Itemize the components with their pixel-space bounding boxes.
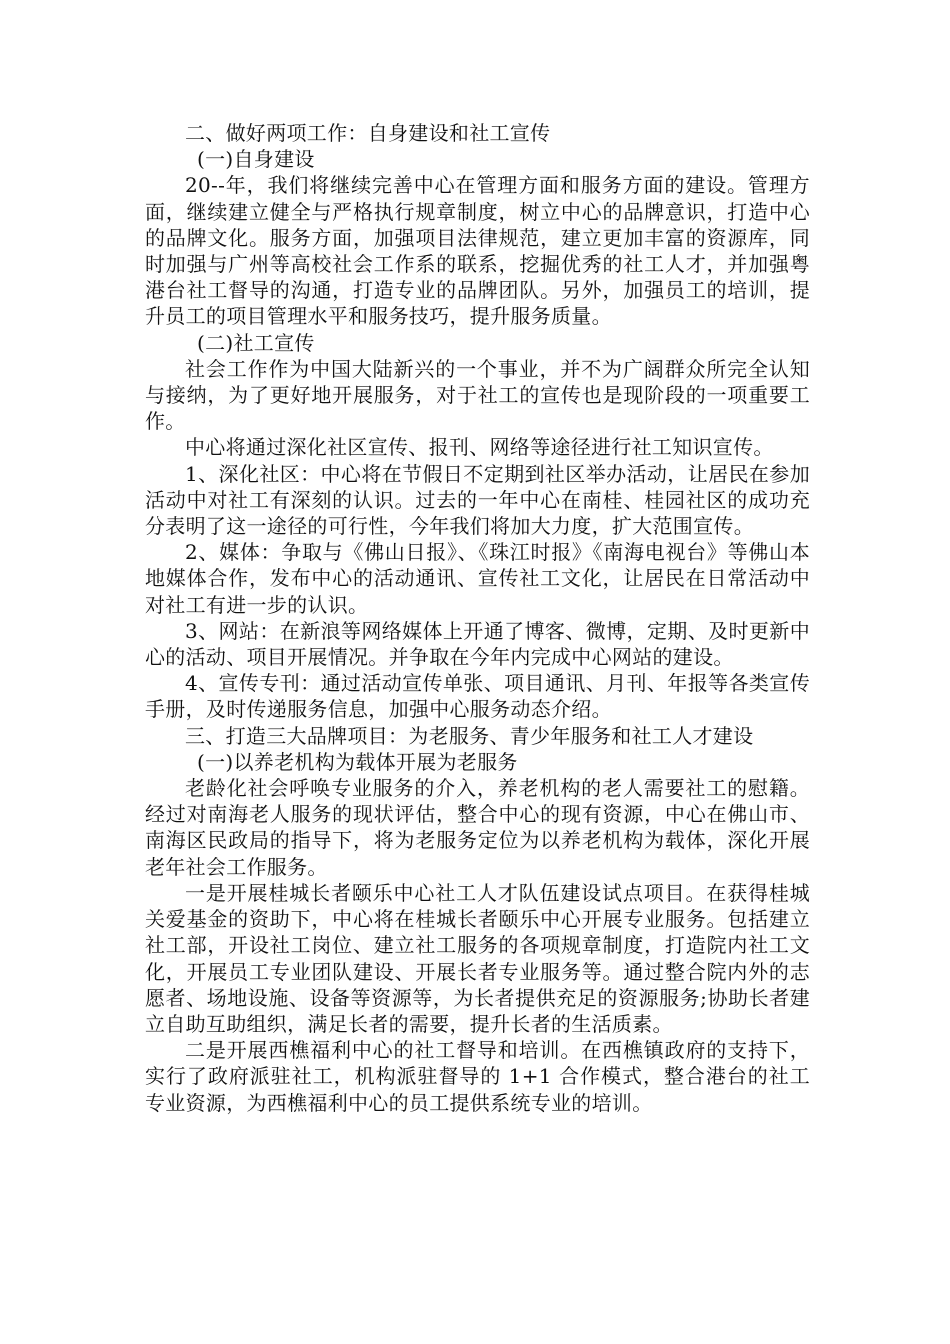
paragraph: 二是开展西樵福利中心的社工督导和培训。在西樵镇政府的支持下，实行了政府派驻社工，机构派驻督导的 1+1 合作模式，整合港台的社工专业资源，为西樵福利中心的员工提供系统专业的培训。 <box>145 1038 810 1115</box>
paragraph: 20--年，我们将继续完善中心在管理方面和服务方面的建设。管理方面，继续建立健全与严格执行规章制度，树立中心的品牌意识，打造中心的品牌文化。服务方面，加强项目法律规范，建立更加丰富的资源库，同时加强与广州等高校社会工作系的联系，挖掘优秀的社工人才，并加强粤港台社工督导的沟通，打造专业的品牌团队。另外，加强员工的培训，提升员工的项目管理水平和服务技巧，提升服务质量。 <box>145 173 810 329</box>
document-body <box>145 120 810 1116</box>
section-heading: 三、打造三大品牌项目：为老服务、青少年服务和社工人才建设 <box>185 723 754 748</box>
section-heading: 二、做好两项工作：自身建设和社工宣传 <box>185 121 551 145</box>
subsection-heading: (一)以养老机构为载体开展为老服务 <box>197 749 518 774</box>
paragraph: 中心将通过深化社区宣传、报刊、网络等途径进行社工知识宣传。 <box>185 435 774 460</box>
paragraph: 老龄化社会呼唤专业服务的介入，养老机构的老人需要社工的慰籍。经过对南海老人服务的现状评估，整合中心的现有资源，中心在佛山市、南海区民政局的指导下，将为老服务定位为以养老机构为载体，深化开展老年社会工作服务。 <box>145 776 810 879</box>
list-item: 1、深化社区：中心将在节假日不定期到社区举办活动，让居民在参加活动中对社工有深刻的认识。过去的一年中心在南桂、桂园社区的成功充分表明了这一途径的可行性，今年我们将加大力度，扩大范围宣传。 <box>145 461 810 539</box>
list-item: 2、媒体：争取与《佛山日报》、《珠江时报》《南海电视台》等佛山本地媒体合作，发布中心的活动通讯、宣传社工文化，让居民在日常活动中对社工有进一步的认识。 <box>145 540 810 617</box>
paragraph: 一是开展桂城长者颐乐中心社工人才队伍建设试点项目。在获得桂城关爱基金的资助下，中心将在桂城长者颐乐中心开展专业服务。包括建立社工部，开设社工岗位、建立社工服务的各项规章制度，打造院内社工文化，开展员工专业团队建设、开展长者专业服务等。通过整合院内外的志愿者、场地设施、设备等资源等，为长者提供充足的资源服务;协助长者建立自助互助组织，满足长者的需要，提升长者的生活质素。 <box>145 880 810 1036</box>
list-item: 4、宣传专刊：通过活动宣传单张、项目通讯、月刊、年报等各类宣传手册，及时传递服务信息，加强中心服务动态介绍。 <box>145 671 810 722</box>
subsection-heading: (一)自身建设 <box>197 147 315 172</box>
paragraph: 社会工作作为中国大陆新兴的一个事业，并不为广阔群众所完全认知与接纳，为了更好地开展服务，对于社工的宣传也是现阶段的一项重要工作。 <box>145 356 810 434</box>
list-item: 3、网站：在新浪等网络媒体上开通了博客、微博，定期、及时更新中心的活动、项目开展情况。并争取在今年内完成中心网站的建设。 <box>145 618 810 670</box>
subsection-heading: (二)社工宣传 <box>197 330 315 355</box>
